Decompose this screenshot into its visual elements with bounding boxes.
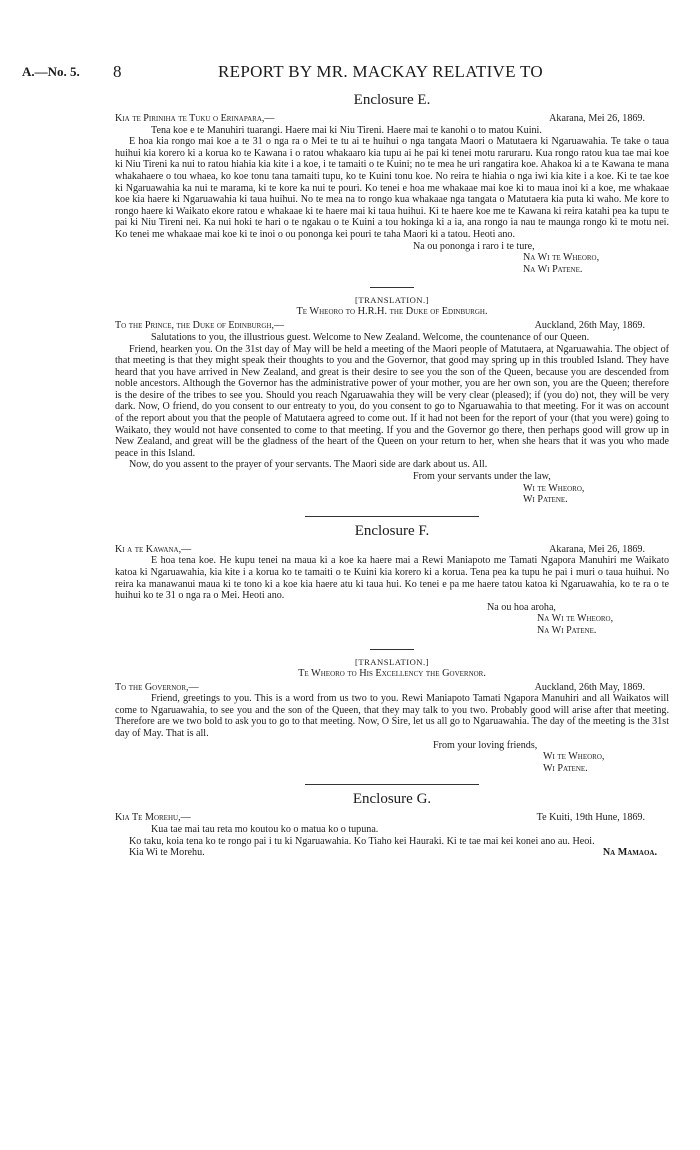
translation-e <box>115 294 669 506</box>
translation-e-closing: From your servants under the law, <box>413 471 551 483</box>
translation-e-paragraph-3: Now, do you assent to the prayer of your servants. The Maori side are dark about us. All. <box>129 459 488 471</box>
enclosure-e-closing: Na ou pononga i raro i te ture, <box>413 240 535 252</box>
enclosure-f-signatory-2: Na Wi Patene. <box>537 624 597 636</box>
document-reference: A.—No. 5. <box>22 64 80 79</box>
translation-e-addressee: To the Prince, the Duke of Edinburgh,— <box>115 320 285 332</box>
translation-f-heading: Te Wheoro to His Excellency the Governor. <box>298 667 486 679</box>
enclosure-f-address-line <box>115 544 669 556</box>
enclosure-f-signatory-1: Na Wi te Wheoro, <box>537 613 614 625</box>
translation-e-place-date: Auckland, 26th May, 1869. <box>534 320 645 332</box>
enclosure-g-signature: Na Mamaoa. <box>602 847 657 859</box>
translation-f-address-line <box>115 682 669 694</box>
translation-e-tag: [TRANSLATION.] <box>354 295 430 306</box>
translation-e-signatory-2: Wi Patene. <box>523 494 568 506</box>
section-divider <box>370 287 414 288</box>
translation-f-paragraph-1: Friend, greetings to you. This is a word from us two to you. Rewi Maniapoto Tamati Ngapora Manuhiri and all Waikatos will come to Ngaruawahia, to see you and the son of the Queen, that they may talk to you two. Probably good will arise after that meeting. Therefore are we two bold to ask you to go to that meeting. Now, O Sire, let us all go to Ngaruawahia. The day of the meeting is the 31st day of May. That is all. <box>115 693 669 739</box>
enclosure-e-title: Enclosure E. <box>353 92 431 108</box>
enclosure-g-title: Enclosure G. <box>352 791 432 808</box>
enclosure-f-place-date: Akarana, Mei 26, 1869. <box>549 543 645 555</box>
translation-e-address-line <box>115 320 669 332</box>
translation-f-signatory-2: Wi Patene. <box>543 762 588 774</box>
enclosure-e-addressee: Kia te Piriniha te Tuku o Erinapara,— <box>115 113 275 124</box>
translation-f-addressee: To the Governor,— <box>115 681 199 693</box>
enclosure-e-place-date: Akarana, Mei 26, 1869. <box>549 113 645 124</box>
enclosure-f <box>115 523 669 637</box>
section-divider <box>305 516 479 517</box>
translation-e-paragraph-1: Salutations to you, the illustrious guest. Welcome to New Zealand. Welcome, the countenance of our Queen. <box>151 331 590 343</box>
enclosure-g-paragraph-3: Kia Wi te Morehu. <box>129 847 205 859</box>
enclosure-g-addressee: Kia Te Morehu,— <box>115 812 191 824</box>
translation-f-tag: [TRANSLATION.] <box>354 656 430 667</box>
enclosure-f-addressee: Ki a te Kawana,— <box>115 543 192 555</box>
enclosure-e-address-line <box>115 113 669 125</box>
translation-f-closing: From your loving friends, <box>433 739 538 751</box>
page-header <box>0 62 700 82</box>
enclosure-e-signatory-2: Na Wi Patene. <box>523 263 583 275</box>
enclosure-g-paragraph-1: Kua tae mai tau reta mo koutou ko o matua ko o tupuna. <box>151 823 379 835</box>
enclosure-g <box>115 791 669 858</box>
enclosure-f-paragraph-1: E hoa tena koe. He kupu tenei na maua ki a koe ka haere mai a Rewi Maniapoto me Tamati Ngapora Manuhiri me Waikato katoa ki Ngaruawahia, kia kite i a korua ko te tamaiti o te Kuini kia korero ki a korua. Tena pea ka tupu he pai i muri o taua huihui. No reira ka manawanui maua ki te tono ki a koe kia haere atu ki taua hui. Ko tenei e pa me haere tatou katoa ki Ngaruawahia, ko te ra o te huihui ko te 31 o nga ra o Mei. Heoti ano. <box>115 555 669 602</box>
enclosure-f-title: Enclosure F. <box>354 522 430 539</box>
translation-e-signatory-1: Wi te Wheoro, <box>523 482 585 494</box>
enclosure-g-place-date: Te Kuiti, 19th Hune, 1869. <box>536 812 645 824</box>
translation-f <box>115 656 669 775</box>
translation-e-heading: Te Wheoro to H.R.H. the Duke of Edinburgh. <box>296 306 488 318</box>
translation-e-paragraph-2: Friend, hearken you. On the 31st day of May will be held a meeting of the Maori people of Matutaera, at Ngaruawahia. The object of that meeting is that they might speak their thoughts to you and the Governor, that good may spring up in this troubled Island. They have heard that you have arrived in New Zealand, and great is their desire to see you the son of the Queen, because you are descended from noble ancestors. Although the Governor has the administrative power of your mother, you are her own son, you are the Queen; therefore is the desire of the tribes to see you. Should you reach Ngaruawahia they will be very clear (pleased); if (you do) not, they will be very dark. Now, O friend, do you consent to our entreaty to you, do you consent to go to Ngaruawahia to that meeting. For it was on account of the report about you that the people of Matutaera agreed to come out. If it had not been for the report of your (that you were) going to Waikato, they would not have consented to come to that meeting. If you and the Governor go there, then perhaps good will grow up in New Zealand, and great will be the gladness of the heart of the Queen on your return to her, when she hears that it was you who made peace in this Island. <box>115 343 669 459</box>
enclosure-e <box>115 92 669 275</box>
enclosure-e-signatory-1: Na Wi te Wheoro, <box>523 252 600 264</box>
enclosure-e-paragraph-1: Tena koe e te Manuhiri tuarangi. Haere mai ki Niu Tireni. Haere mai te kanohi o to matou Kuini. <box>151 124 542 136</box>
page-number: 8 <box>113 62 122 81</box>
running-title: REPORT BY MR. MACKAY RELATIVE TO <box>218 62 544 81</box>
translation-f-signatory-1: Wi te Wheoro, <box>543 751 605 763</box>
enclosure-g-paragraph-2: Ko taku, koia tena ko te rongo pai i tu ki Ngaruawahia. Ko Tiaho kei Hauraki. Ki te tae mai kei konei ano au. Heoi. <box>129 835 595 847</box>
enclosure-f-closing: Na ou hoa aroha, <box>487 601 556 613</box>
section-divider <box>370 649 414 650</box>
enclosure-g-address-line <box>115 812 669 824</box>
page-content <box>115 86 669 859</box>
enclosure-e-paragraph-2: E hoa kia rongo mai koe a te 31 o nga ra o Mei te tu ai te huihui o nga tangata Maori o Matutaera ki Ngaruawahia. Te take o taua huihui kia korero ki a korua ko te Kawana i o ratou whakaaro kia tupu ai he pai ki tenei motu raruraru. Kua rongo ratou kua tae mai koe ki Niu Tireni ka nui to ratou hiahia kia kite i a koe, i te tamaiti o te Kuini; no te mea he uri rangatira koe. Ahakoa ki a te Kawana te mana whakahaere o tou whaea, ko koe tonu tana tamaiti tupu, ko te Kuini tonu koe. No reira te hiahia o nga iwi kia kite i a koe. Ki te tae koe ki Ngaruawahia ka nui te marama, ki te kore ka nui te pouri. Ko tenei e hoa me whakaae mai koe ki to maua inoi ki a koe, me whakaae koe kia haere ki Ngaruawahia ki taua huihui. No te mea na to rongo kua whakaae nga tangata o Matutaera kia puta ki waho. Me kore to rongo haere ki Waikato ekore ratou e whakaae ki te haere mai ki taua huihui. Ki te haere koe me te Kawana ki reira katahi pea ka tupu te pai ki Niu Tireni nei. Ka nui hoki te hari o te ngakau o te Kuini a tou hokinga ki a ia, ana rongo ia nau te maunga rongo ki te motu nei. Ko tenei me whakaae mai koe ki te inoi o ou pononga kei pouri te taha Maori ki a tatou. Heoti ano. <box>115 136 669 240</box>
translation-f-place-date: Auckland, 26th May, 1869. <box>534 681 645 693</box>
section-divider <box>305 784 479 785</box>
